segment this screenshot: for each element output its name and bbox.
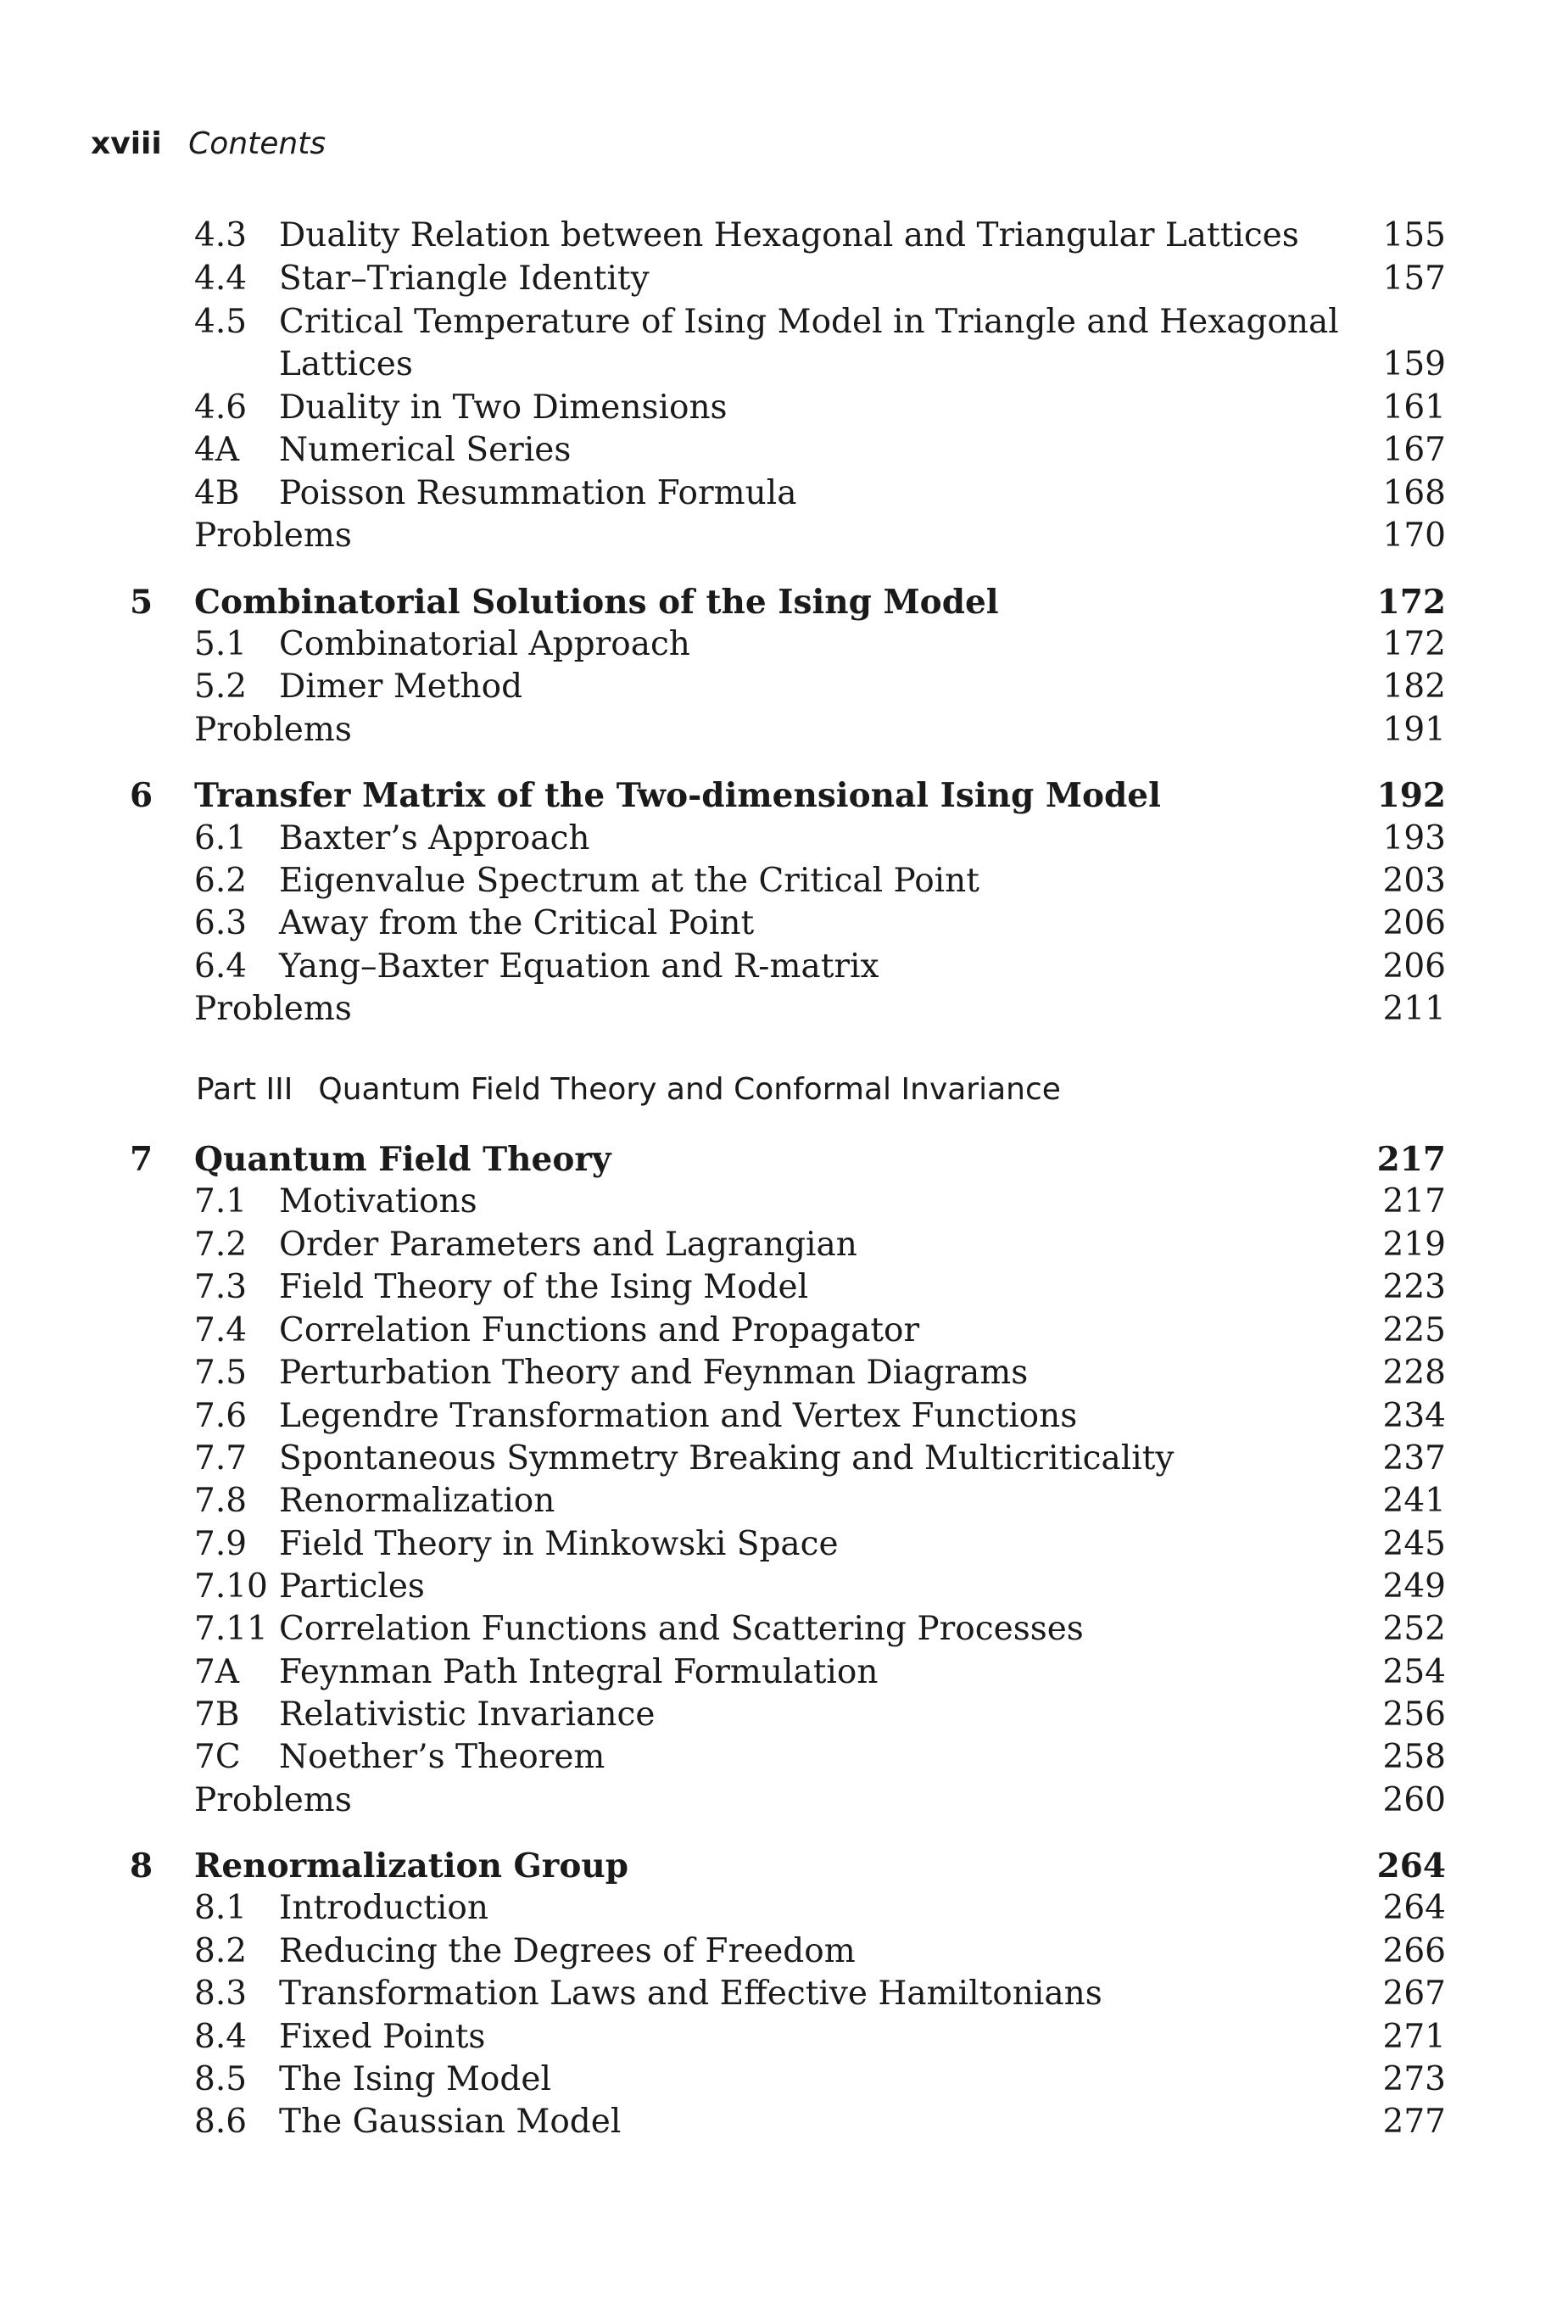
toc-problems-row[interactable] — [0, 516, 1568, 556]
entry-title: Away from the Critical Point — [279, 904, 755, 942]
entry-number: 7A — [194, 1653, 239, 1691]
page-number: xviii — [91, 126, 162, 161]
entry-title: Problems — [194, 1781, 352, 1819]
toc-section-row[interactable] — [0, 2102, 1568, 2142]
entry-page: 155 — [1382, 216, 1446, 254]
part-label: Part III — [196, 1072, 293, 1107]
entry-page: 271 — [1382, 2018, 1446, 2056]
running-head — [91, 126, 326, 163]
entry-title: Eigenvalue Spectrum at the Critical Point — [279, 862, 979, 900]
entry-title: Transformation Laws and Effective Hamiltonians — [279, 1975, 1102, 2013]
part-heading — [196, 1070, 1061, 1110]
entry-page: 172 — [1376, 583, 1446, 622]
entry-number: 7C — [194, 1738, 241, 1776]
entry-page: 211 — [1382, 990, 1446, 1028]
part-title: Quantum Field Theory and Conformal Invariance — [318, 1072, 1061, 1107]
toc-section-row[interactable] — [0, 1888, 1568, 1929]
entry-number: 7.2 — [194, 1226, 248, 1264]
running-title: Contents — [188, 126, 326, 161]
entry-title: Introduction — [279, 1889, 488, 1927]
entry-page: 170 — [1382, 517, 1446, 555]
toc-problems-row[interactable] — [0, 710, 1568, 751]
entry-title: Problems — [194, 711, 352, 749]
entry-number: 8.4 — [194, 2018, 248, 2056]
toc-section-row[interactable] — [0, 2059, 1568, 2100]
entry-page: 254 — [1382, 1653, 1446, 1691]
toc-section-row[interactable] — [0, 624, 1568, 665]
toc-section-row[interactable] — [0, 1652, 1568, 1693]
entry-number: 7.11 — [194, 1610, 268, 1648]
toc-section-row[interactable] — [0, 1353, 1568, 1394]
entry-title: Noether’s Theorem — [279, 1738, 605, 1776]
entry-page: 234 — [1382, 1397, 1446, 1435]
entry-number: 8.6 — [194, 2103, 248, 2141]
entry-page: 159 — [1382, 345, 1446, 383]
entry-page: 264 — [1382, 1889, 1446, 1927]
entry-title: Problems — [194, 517, 352, 555]
toc-section-row[interactable] — [0, 818, 1568, 859]
toc-problems-row[interactable] — [0, 1780, 1568, 1821]
toc-section-row[interactable] — [0, 1524, 1568, 1565]
entry-title: Star–Triangle Identity — [279, 260, 650, 298]
entry-number: 7.7 — [194, 1439, 248, 1478]
entry-number: 6.4 — [194, 947, 248, 986]
entry-number: 5.1 — [194, 625, 248, 663]
entry-number: 8.3 — [194, 1975, 248, 2013]
entry-title: Critical Temperature of Ising Model in Triangle and Hexagonal — [279, 303, 1339, 341]
entry-page: 249 — [1382, 1567, 1446, 1606]
entry-page: 267 — [1382, 1975, 1446, 2013]
entry-page: 167 — [1382, 431, 1446, 469]
toc-section-row[interactable] — [0, 947, 1568, 987]
entry-title: Field Theory of the Ising Model — [279, 1268, 809, 1306]
entry-number: 4.3 — [194, 216, 248, 254]
entry-number: 6.3 — [194, 904, 248, 942]
entry-page: 245 — [1382, 1525, 1446, 1563]
entry-page: 191 — [1382, 711, 1446, 749]
entry-page: 266 — [1382, 1932, 1446, 1970]
toc-section-row[interactable] — [0, 1439, 1568, 1479]
entry-title: Combinatorial Approach — [279, 625, 690, 663]
toc-chapter-row[interactable] — [0, 775, 1568, 816]
entry-number: 7.3 — [194, 1268, 248, 1306]
entry-title: Poisson Resummation Formula — [279, 474, 797, 512]
entry-page: 193 — [1382, 819, 1446, 858]
entry-page: 168 — [1382, 474, 1446, 512]
entry-title: Perturbation Theory and Feynman Diagrams — [279, 1354, 1029, 1392]
entry-title: Duality Relation between Hexagonal and Triangular Lattices — [279, 216, 1299, 254]
entry-number: 8 — [130, 1846, 153, 1885]
entry-page: 237 — [1382, 1439, 1446, 1478]
entry-title: Feynman Path Integral Formulation — [279, 1653, 879, 1691]
entry-title: Problems — [194, 990, 352, 1028]
toc-section-row[interactable] — [0, 667, 1568, 707]
toc-section-row[interactable] — [0, 1225, 1568, 1265]
entry-title: Baxter’s Approach — [279, 819, 590, 858]
entry-title: Field Theory in Minkowski Space — [279, 1525, 839, 1563]
toc-section-row[interactable] — [0, 1267, 1568, 1308]
entry-number: 7.1 — [194, 1182, 248, 1221]
entry-title: Spontaneous Symmetry Breaking and Multicriticality — [279, 1439, 1175, 1478]
entry-title: Transfer Matrix of the Two-dimensional Ising Model — [194, 776, 1161, 815]
entry-title: Combinatorial Solutions of the Ising Model — [194, 583, 999, 622]
entry-page: 260 — [1382, 1781, 1446, 1819]
entry-page: 161 — [1382, 388, 1446, 427]
entry-number: 4A — [194, 431, 239, 469]
entry-number: 6.2 — [194, 862, 248, 900]
entry-number: 5 — [130, 583, 153, 622]
entry-title: Renormalization Group — [194, 1846, 628, 1885]
entry-number: 4.5 — [194, 303, 248, 341]
toc-section-row[interactable] — [0, 1695, 1568, 1735]
entry-page: 258 — [1382, 1738, 1446, 1776]
entry-title: Yang–Baxter Equation and R-matrix — [279, 947, 879, 986]
entry-title: The Gaussian Model — [279, 2103, 622, 2141]
entry-number: 7.10 — [194, 1567, 268, 1606]
toc-section-row[interactable] — [0, 1182, 1568, 1222]
entry-number: 7.6 — [194, 1397, 248, 1435]
entry-page: 172 — [1382, 625, 1446, 663]
toc-section-row[interactable] — [0, 1737, 1568, 1778]
entry-page: 217 — [1382, 1182, 1446, 1221]
entry-title: Legendre Transformation and Vertex Functions — [279, 1397, 1078, 1435]
entry-title: Lattices — [279, 345, 413, 383]
entry-page: 256 — [1382, 1696, 1446, 1734]
entry-number: 7.4 — [194, 1311, 248, 1349]
entry-title: Motivations — [279, 1182, 477, 1221]
entry-page: 241 — [1382, 1482, 1446, 1520]
entry-title: Renormalization — [279, 1482, 555, 1520]
entry-number: 7B — [194, 1696, 240, 1734]
entry-number: 8.2 — [194, 1932, 248, 1970]
entry-page: 217 — [1376, 1140, 1446, 1179]
entry-title: Numerical Series — [279, 431, 572, 469]
entry-number: 7.5 — [194, 1354, 248, 1392]
entry-page: 273 — [1382, 2060, 1446, 2098]
toc-section-row[interactable] — [0, 1310, 1568, 1351]
entry-page: 225 — [1382, 1311, 1446, 1349]
entry-title: Duality in Two Dimensions — [279, 388, 728, 427]
entry-number: 7 — [130, 1140, 153, 1179]
entry-page: 223 — [1382, 1268, 1446, 1306]
toc-problems-row[interactable] — [0, 989, 1568, 1030]
entry-title: Correlation Functions and Propagator — [279, 1311, 920, 1349]
entry-number: 7.9 — [194, 1525, 248, 1563]
toc-section-row[interactable] — [0, 861, 1568, 902]
toc-chapter-row[interactable] — [0, 582, 1568, 623]
toc-chapter-row[interactable] — [0, 1139, 1568, 1180]
toc-section-row[interactable] — [0, 302, 1568, 343]
entry-page: 228 — [1382, 1354, 1446, 1392]
entry-number: 4.6 — [194, 388, 248, 427]
entry-page: 157 — [1382, 260, 1446, 298]
entry-page: 219 — [1382, 1226, 1446, 1264]
entry-title: The Ising Model — [279, 2060, 551, 2098]
entry-page: 252 — [1382, 1610, 1446, 1648]
entry-title: Fixed Points — [279, 2018, 486, 2056]
toc-section-row[interactable] — [0, 1974, 1568, 2014]
entry-title: Correlation Functions and Scattering Processes — [279, 1610, 1084, 1648]
entry-title: Order Parameters and Lagrangian — [279, 1226, 857, 1264]
entry-page: 264 — [1376, 1846, 1446, 1885]
toc-section-row[interactable] — [0, 430, 1568, 471]
toc-section-row[interactable] — [0, 1396, 1568, 1437]
toc-section-row[interactable] — [0, 1609, 1568, 1650]
entry-title: Dimer Method — [279, 668, 523, 706]
toc-section-row[interactable] — [0, 473, 1568, 514]
toc-section-row[interactable] — [0, 903, 1568, 944]
entry-page: 206 — [1382, 904, 1446, 942]
toc-section-row[interactable] — [0, 1567, 1568, 1607]
entry-number: 4B — [194, 474, 240, 512]
entry-title: Quantum Field Theory — [194, 1140, 611, 1179]
toc-section-row[interactable] — [0, 259, 1568, 299]
entry-page: 192 — [1376, 776, 1446, 815]
entry-number: 8.1 — [194, 1889, 248, 1927]
entry-page: 203 — [1382, 862, 1446, 900]
toc-section-row[interactable] — [0, 388, 1568, 428]
entry-page: 206 — [1382, 947, 1446, 986]
entry-number: 7.8 — [194, 1482, 248, 1520]
toc-section-row[interactable] — [0, 1481, 1568, 1522]
toc-section-row[interactable] — [0, 344, 1568, 385]
entry-page: 182 — [1382, 668, 1446, 706]
toc-section-row[interactable] — [0, 215, 1568, 256]
entry-title: Particles — [279, 1567, 425, 1606]
entry-number: 8.5 — [194, 2060, 248, 2098]
entry-page: 277 — [1382, 2103, 1446, 2141]
toc-section-row[interactable] — [0, 2017, 1568, 2058]
toc-section-row[interactable] — [0, 1931, 1568, 1972]
entry-title: Reducing the Degrees of Freedom — [279, 1932, 856, 1970]
toc-chapter-row[interactable] — [0, 1846, 1568, 1886]
entry-number: 4.4 — [194, 260, 248, 298]
entry-number: 6 — [130, 776, 153, 815]
entry-number: 6.1 — [194, 819, 248, 858]
entry-title: Relativistic Invariance — [279, 1696, 656, 1734]
entry-number: 5.2 — [194, 668, 248, 706]
